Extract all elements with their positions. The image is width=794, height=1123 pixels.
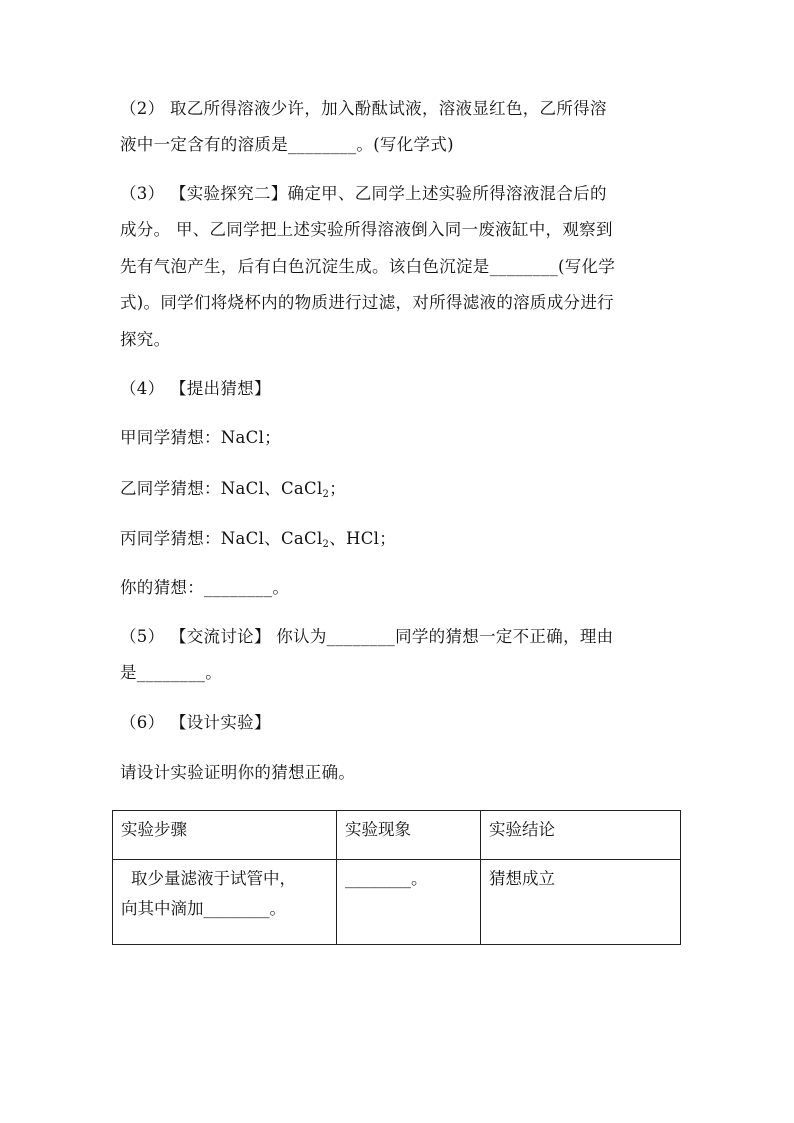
guess-bing-subscript: 2: [322, 539, 330, 550]
q5-line-1: （5） 【交流讨论】 你认为________同学的猜想一定不正确，理由: [120, 627, 614, 646]
guess-yours: 你的猜想：________。: [120, 578, 290, 597]
cell-phenomenon: ________。: [337, 860, 481, 945]
q2-line-1: （2） 取乙所得溶液少许，加入酚酞试液，溶液显红色，乙所得溶: [120, 99, 607, 118]
guess-bing: [120, 528, 680, 550]
q4-heading: （4） 【提出猜想】: [120, 379, 271, 398]
cell-step: [113, 860, 337, 945]
guess-yi-subscript: 2: [322, 489, 330, 500]
guess-bing-suffix: 、HCl；: [329, 529, 397, 548]
guess-jia: 甲同学猜想：NaCl；: [120, 428, 281, 447]
q3-line-1: （3） 【实验探究二】确定甲、乙同学上述实验所得溶液混合后的: [120, 184, 607, 203]
header-conclusion: 实验结论: [481, 811, 681, 860]
q3-line-4: 式)。同学们将烧杯内的物质进行过滤，对所得滤液的溶质成分进行: [120, 293, 614, 312]
step-line-1: 取少量滤液于试管中，: [131, 869, 296, 888]
q5-line-2: 是________。: [120, 663, 222, 682]
q6-heading: （6） 【设计实验】: [120, 713, 271, 732]
header-step: 实验步骤: [113, 811, 337, 860]
experiment-table: [112, 810, 681, 945]
q3-line-5: 探究。: [120, 330, 171, 349]
header-phenomenon: 实验现象: [337, 811, 481, 860]
table-header-row: [113, 811, 681, 860]
guess-yi-text: 乙同学猜想：NaCl、CaCl: [120, 479, 323, 498]
step-line-2: 向其中滴加________。: [121, 899, 286, 918]
table-row: [113, 860, 681, 945]
guess-yi: [120, 478, 680, 500]
guess-bing-text: 丙同学猜想：NaCl、CaCl: [120, 529, 323, 548]
cell-conclusion: 猜想成立: [481, 860, 681, 945]
q2-line-2: 液中一定含有的溶质是________。(写化学式): [120, 135, 454, 154]
guess-yi-suffix: ；: [329, 479, 347, 498]
q3-line-2: 成分。 甲、乙同学把上述实验所得溶液倒入同一废液缸中，观察到: [120, 220, 613, 239]
q3-line-3: 先有气泡产生，后有白色沉淀生成。该白色沉淀是________(写化学: [120, 257, 616, 276]
q6-instruction: 请设计实验证明你的猜想正确。: [120, 763, 356, 782]
